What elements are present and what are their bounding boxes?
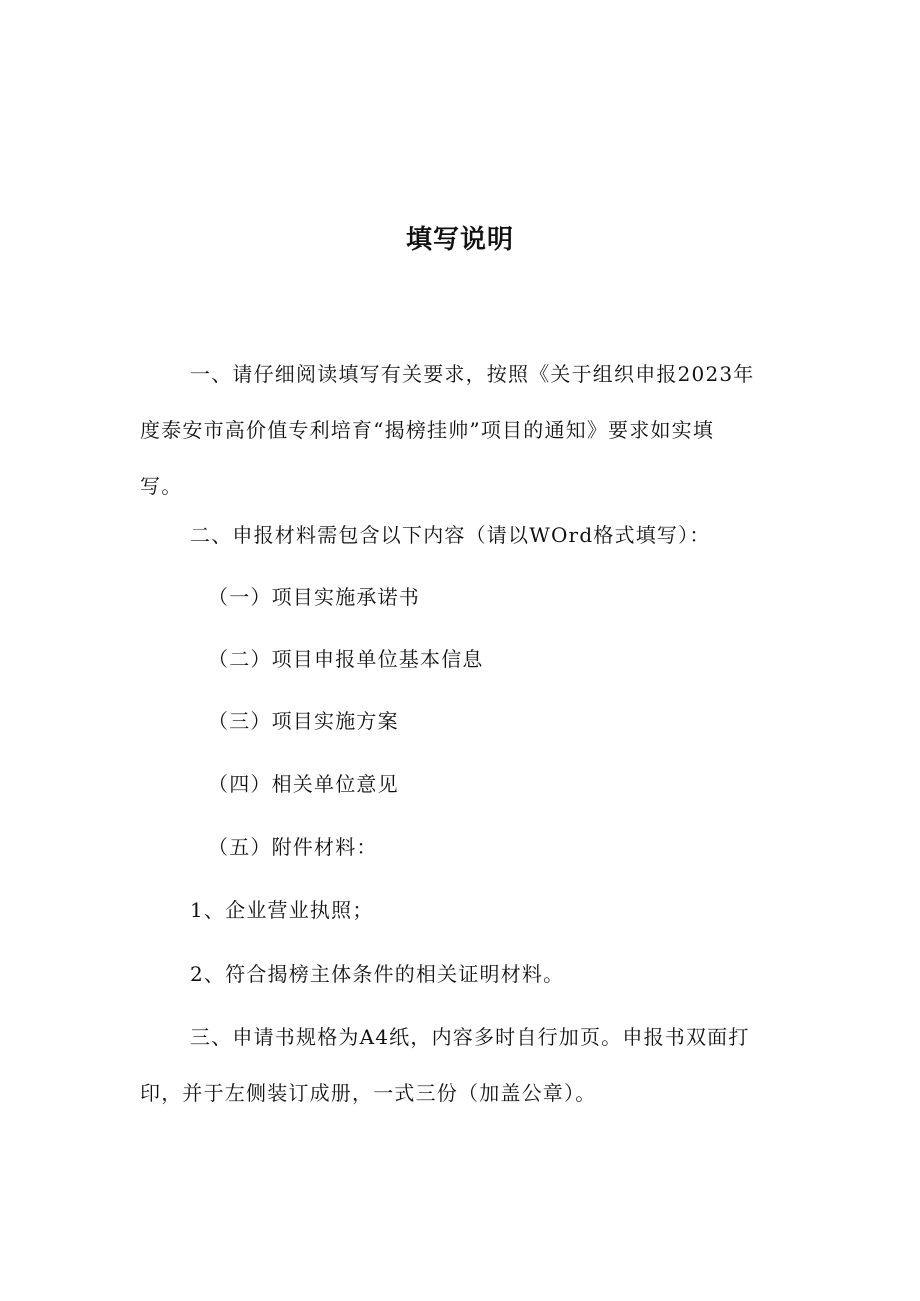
section-2-item-5: （五）附件材料：	[208, 835, 378, 859]
page-title: 填写说明	[405, 225, 514, 255]
section-2-intro: 二、申报材料需包含以下内容（请以WOrd格式填写）：	[190, 523, 711, 547]
section-1-paragraph	[140, 357, 780, 503]
section-2-item-1: （一）项目实施承诺书	[208, 585, 420, 609]
section-1-line-1: 一、请仔细阅读填写有关要求，按照《关于组织申报2023年	[190, 362, 755, 386]
attachment-item-1: 1、企业营业执照；	[190, 898, 374, 922]
section-3-paragraph	[140, 1020, 780, 1110]
section-1-line-2: 度泰安市高价值专利培育“揭榜挂帅”项目的通知》要求如实填	[140, 418, 715, 442]
section-1-line-3: 写。	[140, 474, 183, 498]
section-2-item-4: （四）相关单位意见	[208, 772, 399, 796]
section-3-line-2: 印，并于左侧装订成册，一式三份（加盖公章）。	[140, 1081, 597, 1105]
attachment-item-2: 2、符合揭榜主体条件的相关证明材料。	[190, 962, 565, 986]
section-3-line-1: 三、申请书规格为A4纸，内容多时自行加页。申报书双面打	[190, 1025, 750, 1049]
section-2-item-2: （二）项目申报单位基本信息	[208, 647, 484, 671]
section-2-item-3: （三）项目实施方案	[208, 709, 399, 733]
